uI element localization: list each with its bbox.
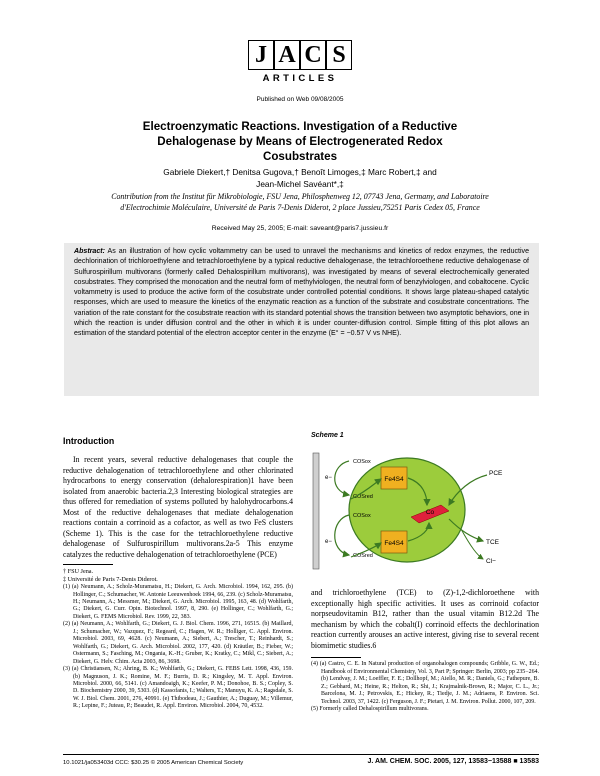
cobalt-center-label: Co [425, 509, 435, 516]
cos-red-top-label: COSred [353, 494, 373, 500]
fes-cluster-top-label: Fe4S4 [384, 476, 404, 483]
abstract-box [64, 243, 539, 396]
logo-letter-c: C [300, 40, 326, 70]
footnote-paris: ‡ Université de Paris 7-Denis Diderot. [63, 576, 158, 584]
reference-item: (1) (a) Neumann, A.; Scholz-Muramatsu, H.; Diekert, G. Arch. Microbiol. 1994, 162, 295. (b) Hollinger, C.; Schumacher, W. Antonie Leeuwenhoek 1994, 66, 239. (c) Scholz-Muramatsu, H.; Neumann, A.; Messmer, M.; Diekert, G. Arch. Microbiol. 1995, 163, 48. (d) Wohlfarth, G.; Diekert, G. Curr. Opin. Biotechnol. 1997, 8, 290. (e) Hollinger, C.; Wohlfarth, G.; Diekert, G. FEMS Microbiol. Rev. 1999, 22, 383. [63, 584, 293, 620]
reference-item: (5) Formerly called Dehalospirillum multivorans. [311, 706, 429, 712]
footer-rule [63, 754, 539, 755]
published-on-web: Published on Web 09/08/2005 [256, 96, 344, 103]
article-title: Electroenzymatic Reactions. Investigation of a Reductive Dehalogenase by Means of Electrogenerated Redox Cosubstrates [142, 120, 458, 163]
cycle-arrow-top [335, 461, 349, 495]
tce-label: TCE [486, 539, 499, 546]
section-heading-introduction: Introduction [63, 436, 115, 446]
reference-item: (4) (a) Castro, C. E. In Natural production of organohalogen compounds; Gribble, G. W., Ed.; Handbook of Environmental Chemistry, Vol. 3, Part P; Springer: Berlin, 2003; pp 235−264. (b) Lendvay, J. M.; Loeffler, F. E.; Dollhopf, M.; Aiello, M. R.; Daniels, G.; Fathepure, B. Z.; Gebhard, M.; Heine, R.; Helton, R.; Shi, J.; Krajmalnik-Brown, R.; Major, C. L., Jr.; Barcelona, M. J.; Petrovskis, E.; Hickey, R.; Tiedje, J. M.; Adriaens, P. Environ. Sci. Technol. 2003, 37, 1422. (c) Ferguson, J. F.; Pietari, J. M. Environ. Pollut. 2000, 107, 209. [311, 661, 539, 705]
references-right [311, 661, 539, 713]
abstract-label: Abstract: [74, 248, 105, 255]
jacs-logo [248, 40, 352, 90]
footnote-fsu: † FSU Jena. [63, 568, 94, 576]
logo-letter-s: S [326, 40, 352, 70]
reference-item: (3) (a) Christiansen, N.; Ahring, B. K.; Wohlfarth, G.; Diekert, G. FEBS Lett. 1998, 436, 159. (b) Magnuson, J. K.; Romine, M. F.; Burris, D. R.; Kingsley, M. T. Appl. Environ. Microbiol. 2000, 66, 5141. (c) Amandoaigh, K.; Keefer, P. M.; Donohoe, B. S.; Copley, S. D. Biochemistry 2000, 39, 5303. (d) Kassofanis, I.; Walters, T.; Manuyu, K. A.; Ragsdale, S. W. J. Biol. Chem. 2001, 276, 40991. (e) Thibodeau, J.; Gauthier, A.; Duguay, M.; Villemur, R.; Lepine, F.; Juteau, P.; Beaudet, R. Appl. Environ. Microbiol. 2004, 70, 4532. [63, 666, 294, 710]
authors-line-1: Gabriele Diekert,† Denitsa Gugova,† Benoît Limoges,‡ Marc Robert,‡ and [163, 167, 437, 177]
cos-red-bottom-label: COSred [353, 553, 373, 559]
scheme-1-diagram [311, 443, 539, 573]
footnote-separator [63, 564, 113, 565]
pce-label: PCE [489, 470, 503, 477]
cycle-arrow-bottom [335, 515, 349, 555]
chloride-arrow [461, 529, 483, 559]
left-column [63, 432, 293, 711]
footer-doi: 10.1021/ja053403d CCC: $30.25 © 2005 American Chemical Society [63, 760, 244, 766]
received-date: Received May 25, 2005; E-mail: saveant@paris7.jussieu.fr [211, 225, 389, 232]
cos-ox-top-label: COSox [353, 459, 371, 465]
right-column [311, 432, 539, 713]
electron-top-label: e− [325, 475, 332, 481]
authors-line-2: Jean-Michel Savéant*,‡ [256, 179, 344, 189]
logo-articles: ARTICLES [262, 73, 338, 84]
electrode-bar [313, 453, 319, 569]
scheme-label: Scheme 1 [311, 432, 344, 439]
authors [130, 166, 470, 190]
reference-item: (2) (a) Neumann, A.; Wohlfarth, G.; Diekert, G. J. Biol. Chem. 1996, 271, 16515. (b) Maillard, J.; Schumacher, W.; Vazquez, F.; Regeard, C.; Hagen, W. R.; Holliger, C. Appl. Environ. Microbiol. 2003, 69, 4628. (c) Neumann, A.; Siebert, A.; Trescher, T.; Reinhardt, S.; Wohlfarth, G.; Diekert, G. Arch. Microbiol. 2002, 177, 420. (d) Kräutler, B.; Fieber, W.; Ostermann, S.; Fasching, M.; Ongania, K.-H.; Gruber, K.; Kratky, C.; Mikl, C.; Siebert, A.; Diekert, G. Helv. Chim. Acta 2003, 86, 3698. [63, 621, 293, 665]
logo-letter-j: J [248, 40, 274, 70]
electron-bottom-label: e− [325, 539, 332, 545]
affiliation: Contribution from the Institut für Mikrobiologie, FSU Jena, Philosphenweg 12, 07743 Jena, Germany, and Laboratoire d'Electrochimie Moléculaire, Université de Paris 7-Denis Diderot, 2 place Jussieu,75251 Paris Cedex 05, France [111, 192, 489, 212]
chloride-label: Cl− [486, 558, 496, 565]
intro-paragraph: In recent years, several reductive dehalogenases that couple the reductive dehalogenation of tetrachloroethylene and other chlorinated hydrocarbons to energy conservation (dehalorespiration)1 have been isolated from anaerobic bacteria.2,3 Interesting biological strategies are thus offered for remediation of systems polluted by halohydrocarbons.4 Most of the reductive dehalogenases that mediate dehalogenation reactions contain a corrinoid as a cofactor, as well as two FeS clusters (Scheme 1). This is the case for the tetrachloroethylene reductive dehalogenase of Sulfurospirillum multivorans.2a-5 This enzyme catalyzes the reductive dehalogenation of tetrachloroethylene (PCE) [63, 455, 293, 559]
intro-paragraph-continued: and trichloroethylene (TCE) to (Z)-1,2-dichloroethene with exceptionally high specific activities. It uses as corrinoid cofactor norpseudovitamin B12, rather than the usual vitamin B12.2d The mechanism by which the cobalt(I) corrinoid effects the dechlorination reaction currently arouses an active interest, giving rise to several recent biomimetic studies.6 [311, 588, 539, 650]
fes-cluster-bottom-label: Fe4S4 [384, 540, 404, 547]
abstract-text: As an illustration of how cyclic voltammetry can be used to unravel the mechanisms and kinetics of redox enzymes, the reductive dechlorination of trichloroethylene and tetrachloroethylene by a typical reductive dehalogenase, the tetrachloroethene reductive dehalogenase of Sulfurospirillum multivorans (formerly called Dehalospirillum multivorans), was investigated by means of several electrochemically generated cosubstrates. They comprised the monocation and the neutral form of methylviologen, the neutral form of benzylviologen, and cobaltocene. Cyclic voltammetry is used to produce the active form of the cosubstrate under controlled potential conditions. It shows large plateau-shaped catalytic responses, which are used to measure the kinetics of the enzymatic reaction as a function of the substrate and cosubstrate concentrations. The variation of the rate constant for the cosubstrate reaction with its standard potential shows the transition between two asymptotic behaviors, one in which the reaction is under diffusion control and the other in which it is under counter-diffusion control. Simple fitting of this plot allows an estimation of the standard potential of the electron acceptor center in the enzyme (E° = −0.57 V vs NHE). [74, 248, 529, 338]
logo-letter-a: A [274, 40, 300, 70]
footer-journal-ref: J. AM. CHEM. SOC. 2005, 127, 13583−13588 ■ 13583 [367, 758, 539, 765]
footnote-separator-right [311, 657, 361, 658]
references-left [63, 584, 293, 711]
cos-ox-bottom-label: COSox [353, 513, 371, 519]
